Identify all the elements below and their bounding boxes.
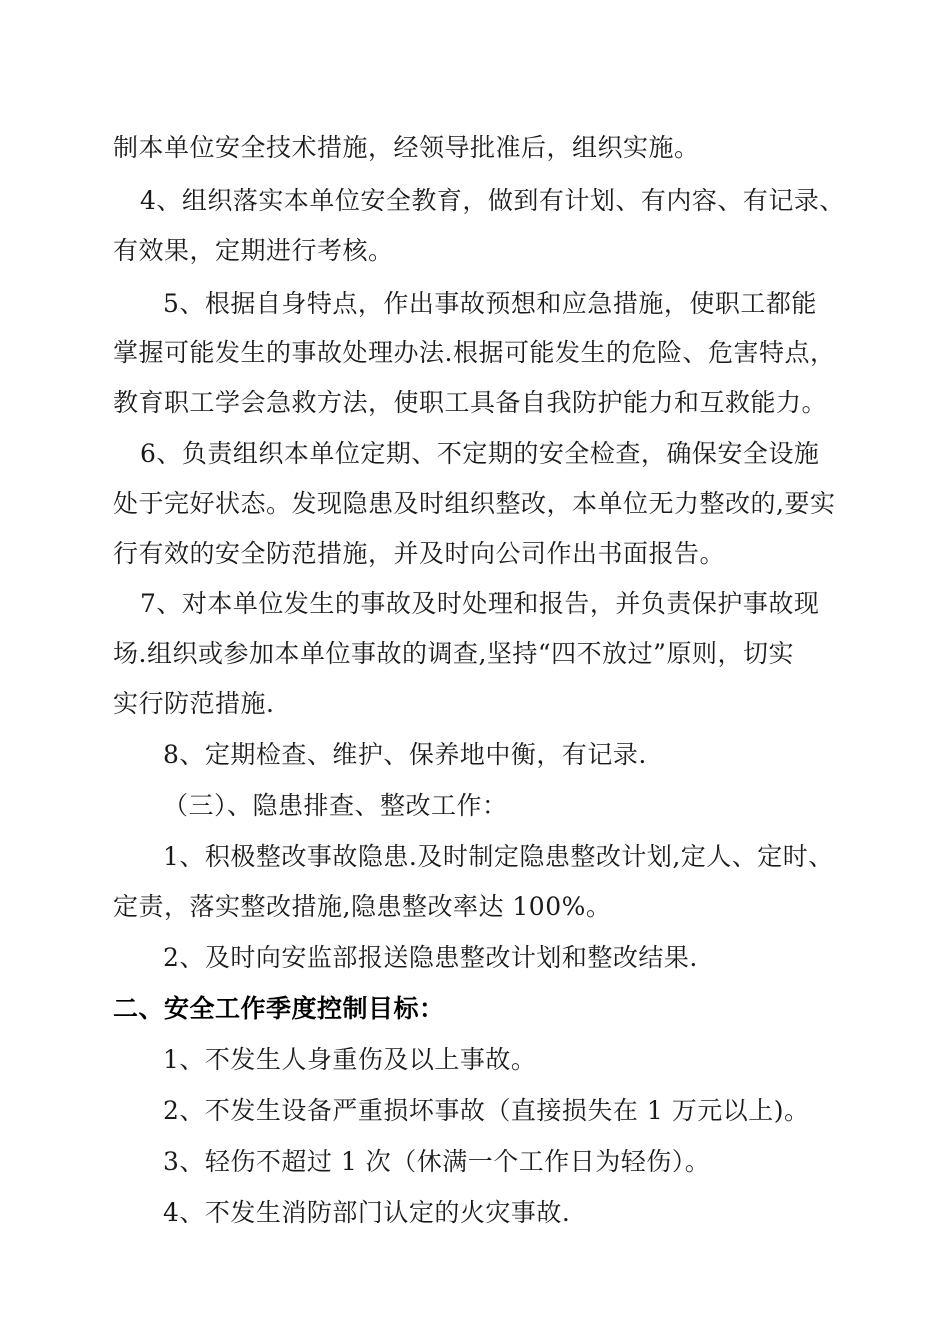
paragraph-line: 制本单位安全技术措施，经领导批准后，组织实施。 xyxy=(113,133,700,162)
paragraph-line: 场.组织或参加本单位事故的调查,坚持“四不放过”原则，切实 xyxy=(113,639,794,668)
list-item: 4、不发生消防部门认定的火灾事故. xyxy=(163,1198,571,1227)
paragraph-line: 1、积极整改事故隐患.及时制定隐患整改计划,定人、定时、 xyxy=(163,842,834,871)
paragraph-line: 有效果，定期进行考核。 xyxy=(113,236,394,265)
paragraph-line: 实行防范措施. xyxy=(113,689,275,718)
paragraph-line: 7、对本单位发生的事故及时处理和报告，并负责保护事故现 xyxy=(140,589,820,618)
paragraph-line: 教育职工学会急救方法，使职工具备自我防护能力和互救能力。 xyxy=(113,388,828,417)
paragraph-line: 6、负责组织本单位定期、不定期的安全检查，确保安全设施 xyxy=(140,439,820,468)
paragraph-line: 处于完好状态。发现隐患及时组织整改，本单位无力整改的,要实 xyxy=(113,489,836,518)
list-item: 3、轻伤不超过 1 次（休满一个工作日为轻伤）。 xyxy=(163,1147,711,1176)
paragraph-line: 5、根据自身特点，作出事故预想和应急措施，使职工都能 xyxy=(163,289,817,318)
paragraph-line: 4、组织落实本单位安全教育，做到有计划、有内容、有记录、 xyxy=(140,186,845,215)
section-heading: 二、安全工作季度控制目标： xyxy=(113,994,445,1023)
paragraph-line: 定责，落实整改措施,隐患整改率达 100%。 xyxy=(113,892,612,921)
paragraph-line: 8、定期检查、维护、保养地中衡，有记录. xyxy=(163,740,647,769)
list-item: 2、不发生设备严重损坏事故（直接损失在 1 万元以上)。 xyxy=(163,1096,810,1125)
list-item: 1、不发生人身重伤及以上事故。 xyxy=(163,1045,537,1074)
section-subheading: （三）、隐患排查、整改工作： xyxy=(163,791,508,820)
paragraph-line: 掌握可能发生的事故处理办法.根据可能发生的危险、危害特点， xyxy=(113,338,836,367)
paragraph-line: 行有效的安全防范措施，并及时向公司作出书面报告。 xyxy=(113,539,726,568)
paragraph-line: 2、及时向安监部报送隐患整改计划和整改结果. xyxy=(163,943,698,972)
